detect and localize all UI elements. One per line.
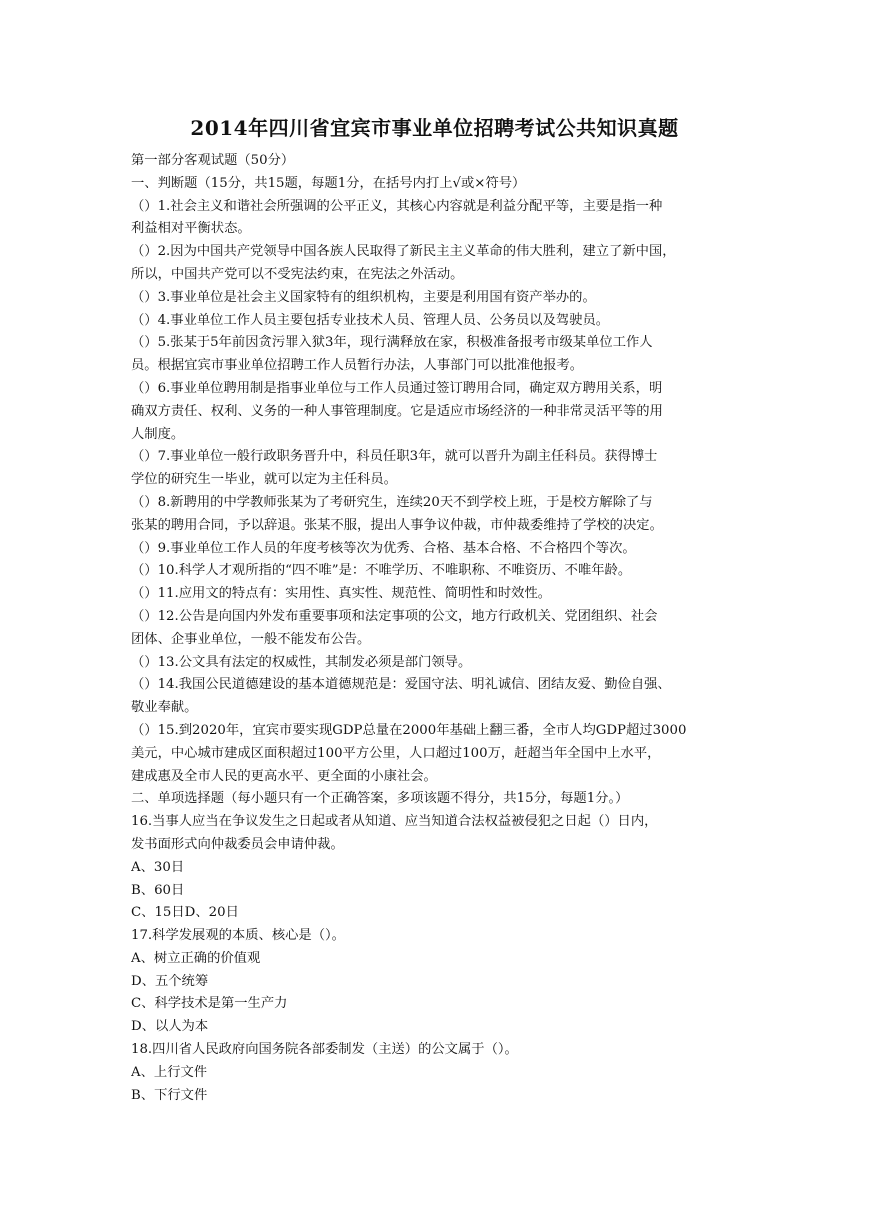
text-line: （）13.公文具有法定的权威性，其制发必须是部门领导。 [131, 654, 472, 670]
text-line: 18.四川省人民政府向国务院各部委制发（主送）的公文属于（）。 [131, 1042, 518, 1058]
text-line: 确双方责任、权利、义务的一种人事管理制度。它是适应市场经济的一种非常灵活平等的用 [131, 403, 663, 419]
text-line: 二、单项选择题（每小题只有一个正确答案，多项该题不得分，共15分，每题1分。） [131, 791, 629, 807]
text-line: 人制度。 [131, 426, 185, 442]
text-line: （）14.我国公民道德建设的基本道德规范是：爱国守法、明礼诚信、团结友爱、勤俭自强、 [131, 677, 671, 693]
text-line: D、五个统筹 [131, 973, 209, 989]
text-line: （）1.社会主义和谐社会所强调的公平正义，其核心内容就是利益分配平等，主要是指一种 [131, 198, 663, 214]
text-line: 16.当事人应当在争议发生之日起或者从知道、应当知道合法权益被侵犯之日起（）日内， [131, 814, 658, 830]
text-line: 学位的研究生一毕业，就可以定为主任科员。 [131, 472, 397, 488]
text-line: 敬业奉献。 [131, 700, 198, 716]
text-line: 一、判断题（15分，共15题，每题1分，在括号内打上√或×符号） [131, 175, 526, 191]
text-line: B、下行文件 [131, 1087, 208, 1103]
text-line: （）12.公告是向国内外发布重要事项和法定事项的公文，地方行政机关、党团组织、社会 [131, 608, 658, 624]
text-line: （）9.事业单位工作人员的年度考核等次为优秀、合格、基本合格、不合格四个等次。 [131, 540, 636, 556]
text-line: A、上行文件 [131, 1064, 208, 1080]
text-line: B、60日 [131, 882, 185, 898]
text-line: C、15日D、20日 [131, 905, 239, 921]
text-line: 团体、企事业单位，一般不能发布公告。 [131, 631, 371, 647]
text-line: 第一部分客观试题（50分） [131, 153, 295, 168]
document-title: 2014年四川省宜宾市事业单位招聘考试公共知识真题 [190, 116, 679, 140]
text-line: 17.科学发展观的本质、核心是（）。 [131, 928, 345, 944]
text-line: 员。根据宜宾市事业单位招聘工作人员暂行办法，人事部门可以批准他报考。 [131, 358, 584, 374]
text-line: （）15.到2020年，宜宾市要实现GDP总量在2000年基础上翻三番，全市人均GDP超过3000 [131, 722, 687, 738]
text-line: （）7.事业单位一般行政职务晋升中，科员任职3年，就可以晋升为副主任科员。获得博士 [131, 449, 658, 465]
text-line: （）3.事业单位是社会主义国家特有的组织机构，主要是利用国有资产举办的。 [131, 289, 596, 305]
text-line: C、科学技术是第一生产力 [131, 996, 288, 1012]
text-line: （）6.事业单位聘用制是指事业单位与工作人员通过签订聘用合同，确定双方聘用关系，明 [131, 380, 663, 396]
text-line: A、30日 [131, 859, 185, 875]
text-line: 利益相对平衡状态。 [131, 221, 251, 237]
text-line: 发书面形式向仲裁委员会申请仲裁。 [131, 836, 344, 852]
text-line: D、以人为本 [131, 1019, 209, 1035]
text-line: （）11.应用文的特点有：实用性、真实性、规范性、简明性和时效性。 [131, 586, 552, 602]
text-line: （）8.新聘用的中学教师张某为了考研究生，连续20天不到学校上班，于是校方解除了与 [131, 494, 653, 510]
text-line: 美元，中心城市建成区面积超过100平方公里，人口超过100万，赶超当年全国中上水平， [131, 745, 661, 761]
text-line: 张某的聘用合同，予以辞退。张某不服，提出人事争议仲裁，市仲裁委维持了学校的决定。 [131, 517, 663, 533]
text-line: A、树立正确的价值观 [131, 950, 261, 966]
text-line: 所以，中国共产党可以不受宪法约束，在宪法之外活动。 [131, 266, 464, 282]
document-body [131, 150, 743, 1107]
text-line: （）2.因为中国共产党领导中国各族人民取得了新民主主义革命的伟大胜利，建立了新中国， [131, 244, 676, 260]
text-line: （）4.事业单位工作人员主要包括专业技术人员、管理人员、公务员以及驾驶员。 [131, 312, 610, 328]
text-line: （）5.张某于5年前因贪污罪入狱3年，现行满释放在家，积极准备报考市级某单位工作人 [131, 335, 653, 351]
text-line: （）10.科学人才观所指的“四不唯”是：不唯学历、不唯职称、不唯资历、不唯年龄。 [131, 563, 632, 579]
text-line: 建成惠及全市人民的更高水平、更全面的小康社会。 [131, 768, 437, 784]
